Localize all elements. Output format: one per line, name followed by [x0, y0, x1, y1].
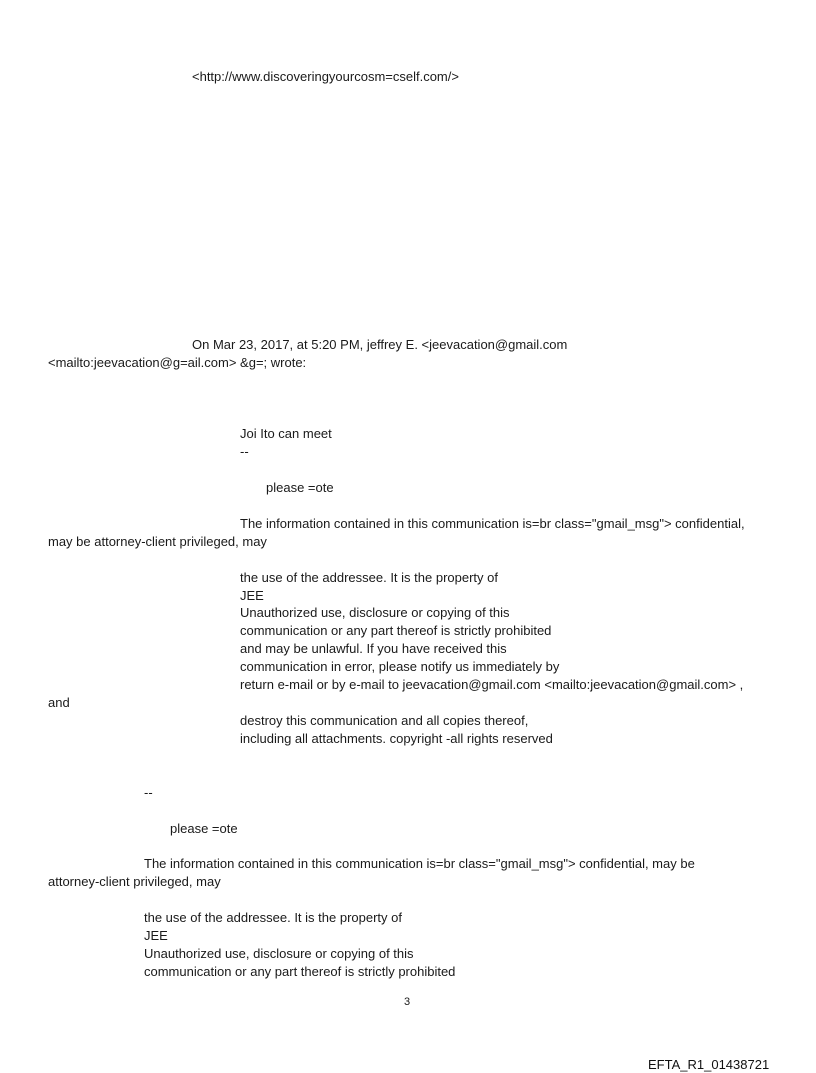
disclaimer-line: communication in error, please notify us immediately by [240, 659, 560, 674]
disclaimer-line: JEE [144, 928, 168, 943]
disclaimer-line: may be attorney-client privileged, may [48, 534, 267, 549]
disclaimer-line: communication or any part thereof is strictly prohibited [144, 964, 456, 979]
disclaimer-line: communication or any part thereof is strictly prohibited [240, 623, 552, 638]
disclaimer-line: JEE [240, 588, 264, 603]
disclaimer-line: The information contained in this communication is=br class="gmail_msg"> confidential, [240, 516, 745, 531]
quoted-header-line: On Mar 23, 2017, at 5:20 PM, jeffrey E. <jeevacation@gmail.com [192, 337, 568, 352]
disclaimer-line: Unauthorized use, disclosure or copying of this [240, 605, 510, 620]
disclaimer-line: the use of the addressee. It is the property of [240, 570, 498, 585]
disclaimer-line: and may be unlawful. If you have received this [240, 641, 507, 656]
disclaimer-heading: please =ote [170, 821, 238, 836]
signature-separator: -- [144, 785, 153, 800]
disclaimer-line: the use of the addressee. It is the property of [144, 910, 402, 925]
disclaimer-line: The information contained in this communication is=br class="gmail_msg"> confidential, may be [144, 856, 695, 871]
disclaimer-line: destroy this communication and all copies thereof, [240, 713, 529, 728]
signature-separator: -- [240, 444, 249, 459]
document-id: EFTA_R1_01438721 [648, 1057, 770, 1072]
message-body-line: Joi Ito can meet [240, 426, 332, 441]
disclaimer-heading: please =ote [266, 480, 334, 495]
disclaimer-line: attorney-client privileged, may [48, 874, 221, 889]
disclaimer-line: return e-mail or by e-mail to jeevacation@gmail.com <mailto:jeevacation@gmail.com> , [240, 677, 744, 692]
website-link-text: <http://www.discoveringyourcosm=cself.com/> [192, 69, 459, 84]
disclaimer-line: Unauthorized use, disclosure or copying of this [144, 946, 414, 961]
quoted-header-line: <mailto:jeevacation@g=ail.com> &g=; wrote: [48, 355, 307, 370]
disclaimer-line: and [48, 695, 70, 710]
page-number: 3 [404, 996, 411, 1008]
disclaimer-line: including all attachments. copyright -all rights reserved [240, 731, 553, 746]
